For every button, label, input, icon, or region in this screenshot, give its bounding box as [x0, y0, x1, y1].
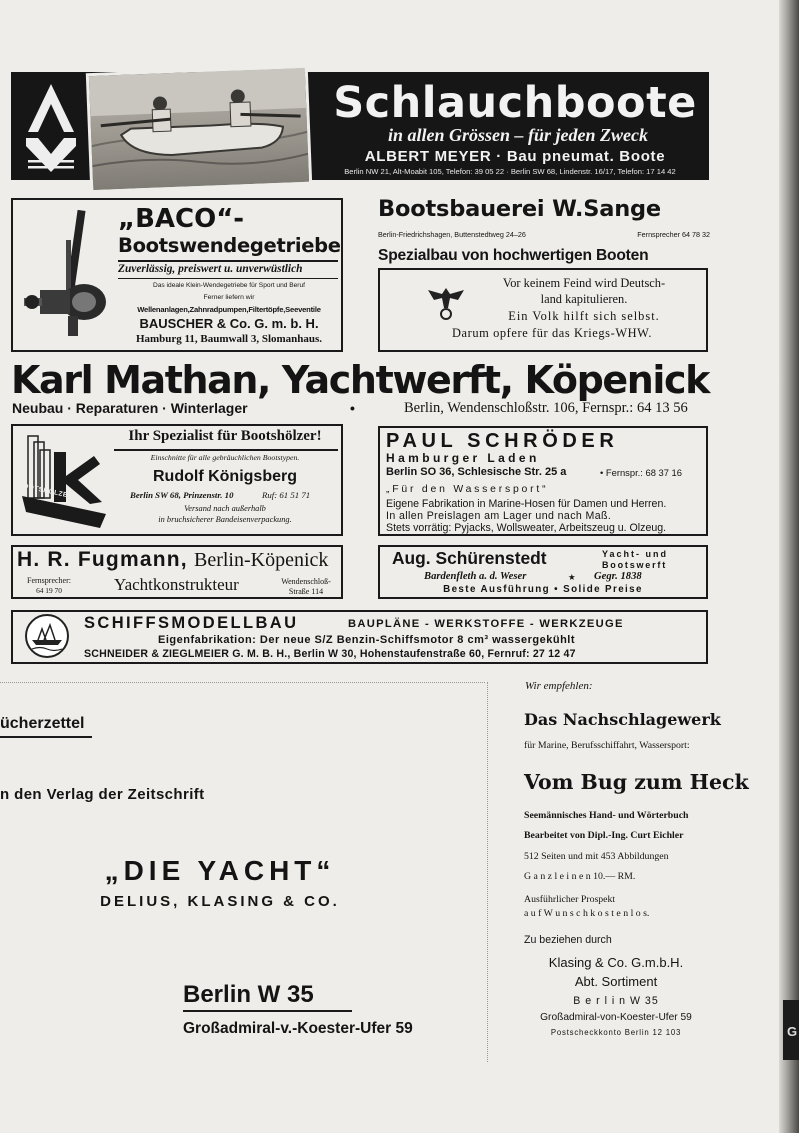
schroeder-name: PAUL SCHRÖDER — [386, 430, 619, 452]
book-postcheck: Postscheckkonto Berlin 12 103 — [550, 1028, 682, 1037]
schiffsmodell-title: SCHIFFSMODELLBAU — [84, 614, 299, 632]
book-city: B e r l i n W 35 — [573, 995, 659, 1007]
fugmann-profession: Yachtkonstrukteur — [114, 575, 239, 594]
baco-rule-2 — [118, 278, 338, 279]
book-dept: Abt. Sortiment — [574, 974, 658, 989]
schlauchboote-company: ALBERT MEYER · Bau pneumat. Boote — [364, 148, 666, 165]
book-street: Großadmiral-von-Koester-Ufer 59 — [540, 1012, 692, 1023]
schiffsmodell-line2: SCHNEIDER & ZIEGLMEIER G. M. B. H., Berlin W 30, Hohenstaufenstraße 60, Fernruf: 27 12 47 — [84, 648, 576, 660]
sange-motto4: Darum opfere für das Kriegs-WHW. — [451, 326, 653, 340]
baco-line3: Wellenanlagen,Zahnradpumpen,Filtertöpfe,Seeventile — [137, 305, 321, 314]
sange-title: Bootsbauerei W.Sange — [378, 196, 661, 222]
baco-rule — [118, 260, 338, 262]
book-sub: Seemännisches Hand- und Wörterbuch — [524, 810, 689, 821]
schroeder-line3: Stets vorrätig: Pyjacks, Wollsweater, Arbeitszeug u. Olzeug. — [386, 522, 667, 534]
fugmann-phone-label: Fernsprecher: — [27, 576, 71, 585]
schiffsmodell-title-right: BAUPLÄNE - WERKSTOFFE - WERKZEUGE — [348, 618, 624, 630]
mathan-title: Karl Mathan, Yachtwerft, Köpenick — [11, 358, 710, 402]
mathan-bullet: • — [350, 400, 355, 416]
edge-tab — [783, 1000, 799, 1060]
koenigsberg-line3: in bruchsicherer Bandeisenverpackung. — [158, 515, 292, 524]
book-prospekt1: Ausführlicher Prospekt — [524, 894, 616, 905]
schroeder-quote: „Für den Wassersport“ — [386, 484, 549, 495]
baco-title: „BACO“- — [118, 204, 245, 234]
schroeder-subname: Hamburger Laden — [386, 451, 540, 465]
rubber-boat-photo-icon — [86, 65, 312, 193]
schuerenstedt-slogan: Beste Ausführung • Solide Preise — [443, 584, 643, 595]
koenigsberg-rule — [114, 449, 338, 451]
book-name: Vom Bug zum Heck — [524, 770, 749, 794]
fugmann-street2: Straße 114 — [288, 587, 324, 596]
schlauchboote-subtitle: in allen Grössen – für jeden Zweck — [387, 125, 648, 145]
schuerenstedt-name: Aug. Schürenstedt — [392, 548, 547, 568]
order-form-title-underline — [0, 736, 92, 738]
sange-motto1: Vor keinem Feind wird Deutsch- — [502, 276, 666, 290]
baco-tagline: Zuverlässig, preiswert u. unverwüstlich — [118, 263, 303, 275]
schuerenstedt-city: Bardenfleth a. d. Weser — [424, 571, 527, 582]
model-ship-icon — [24, 613, 70, 659]
sange-phone: Fernsprecher 64 78 32 — [637, 230, 710, 239]
book-title: Das Nachschlagewerk — [524, 710, 721, 729]
sange-tagline: Spezialbau von hochwertigen Booten — [378, 247, 649, 264]
baco-line1: Das ideale Klein-Wendegetriebe für Sport und Beruf — [153, 282, 305, 289]
eagle-emblem-icon — [426, 284, 466, 320]
order-form-top-border — [0, 682, 485, 683]
sange-address: Berlin-Friedrichshagen, Buttenstedtweg 24–26 — [378, 230, 526, 239]
order-form-city: Berlin W 35 — [183, 981, 314, 1008]
schroeder-line1: Eigene Fabrikation in Marine-Hosen für Damen und Herren. — [386, 498, 667, 510]
schuerenstedt-right1: Yacht- und — [602, 549, 669, 559]
order-form-yacht: „DIE YACHT“ — [104, 855, 336, 886]
book-author: Bearbeitet von Dipl.-Ing. Curt Eichler — [524, 830, 684, 841]
sange-motto3: Ein Volk hilft sich selbst. — [508, 309, 660, 323]
schlauchboote-title: Schlauchboote — [333, 78, 697, 128]
schiffsmodell-line1: Eigenfabrikation: Der neue S/Z Benzin-Schiffsmotor 8 cm³ wassergekühlt — [158, 634, 576, 646]
baco-company: BAUSCHER & Co. G. m. b. H. — [139, 316, 319, 331]
schuerenstedt-right2: Bootswerft — [602, 560, 667, 570]
fugmann-street1: Wendenschloß- — [281, 577, 331, 586]
book-prospekt2: a u f W u n s c h k o s t e n l o s. — [524, 908, 650, 919]
mathan-services: Neubau · Reparaturen · Winterlager — [12, 400, 248, 416]
order-form-verlag: n den Verlag der Zeitschrift — [0, 786, 205, 803]
baco-line2: Ferner liefern wir — [203, 294, 255, 301]
koenigsberg-logo-text: BOOTSHÖLZER — [17, 481, 74, 501]
mathan-address: Berlin, Wendenschloßstr. 106, Fernspr.: 64 13 56 — [404, 400, 688, 416]
am-logo-icon — [20, 80, 82, 172]
sange-motto2: land kapitulieren. — [540, 292, 628, 306]
schroeder-address: Berlin SO 36, Schlesische Str. 25 a — [386, 466, 567, 478]
book-price: G a n z l e i n e n 10.— RM. — [524, 871, 636, 882]
order-form-title: ücherzettel — [0, 715, 85, 732]
book-intro: Wir empfehlen: — [525, 680, 593, 692]
book-bezug: Zu beziehen durch — [524, 934, 612, 946]
order-form-street: Großadmiral-v.-Koester-Ufer 59 — [183, 1020, 413, 1037]
schroeder-line2: In allen Preislagen am Lager und nach Maß. — [386, 510, 612, 522]
schroeder-phone: • Fernspr.: 68 37 16 — [600, 467, 682, 478]
baco-address: Hamburg 11, Baumwall 3, Slomanhaus. — [135, 333, 323, 345]
schlauchboote-address: Berlin NW 21, Alt-Moabit 105, Telefon: 39 05 22 · Berlin SW 68, Lindenstr. 16/17, Telefon: 17 14 42 — [344, 167, 676, 176]
order-form-side-border — [487, 682, 488, 1062]
koenigsberg-line2: Versand nach außerhalb — [184, 504, 266, 513]
book-pages: 512 Seiten und mit 453 Abbildungen — [524, 851, 669, 862]
schuerenstedt-founded: Gegr. 1838 — [594, 571, 642, 582]
edge-tab-letter: G — [787, 1024, 798, 1039]
koenigsberg-address: Berlin SW 68, Prinzenstr. 10 — [130, 490, 234, 500]
rk-logo-icon — [20, 430, 108, 530]
fugmann-name: H. R. Fugmann, — [17, 548, 188, 571]
order-form-publisher: DELIUS, KLASING & CO. — [100, 893, 340, 910]
fugmann-city: Berlin-Köpenick — [194, 549, 329, 571]
schuerenstedt-star: ★ — [568, 572, 576, 582]
book-company: Klasing & Co. G.m.b.H. — [548, 955, 684, 970]
koenigsberg-line1: Einschnitte für alle gebräuchlichen Bootstypen. — [150, 453, 300, 462]
fugmann-phone: 64 19 70 — [36, 586, 62, 595]
order-form-city-underline — [183, 1010, 352, 1012]
baco-subtitle: Bootswendegetriebe — [118, 234, 341, 257]
gearbox-icon — [22, 206, 110, 340]
scan-edge — [779, 0, 799, 1133]
book-for: für Marine, Berufsschiffahrt, Wassersport: — [524, 740, 690, 751]
koenigsberg-headline: Ihr Spezialist für Bootshölzer! — [128, 428, 322, 444]
koenigsberg-name: Rudolf Königsberg — [153, 468, 297, 485]
koenigsberg-phone: Ruf: 61 51 71 — [262, 490, 311, 500]
